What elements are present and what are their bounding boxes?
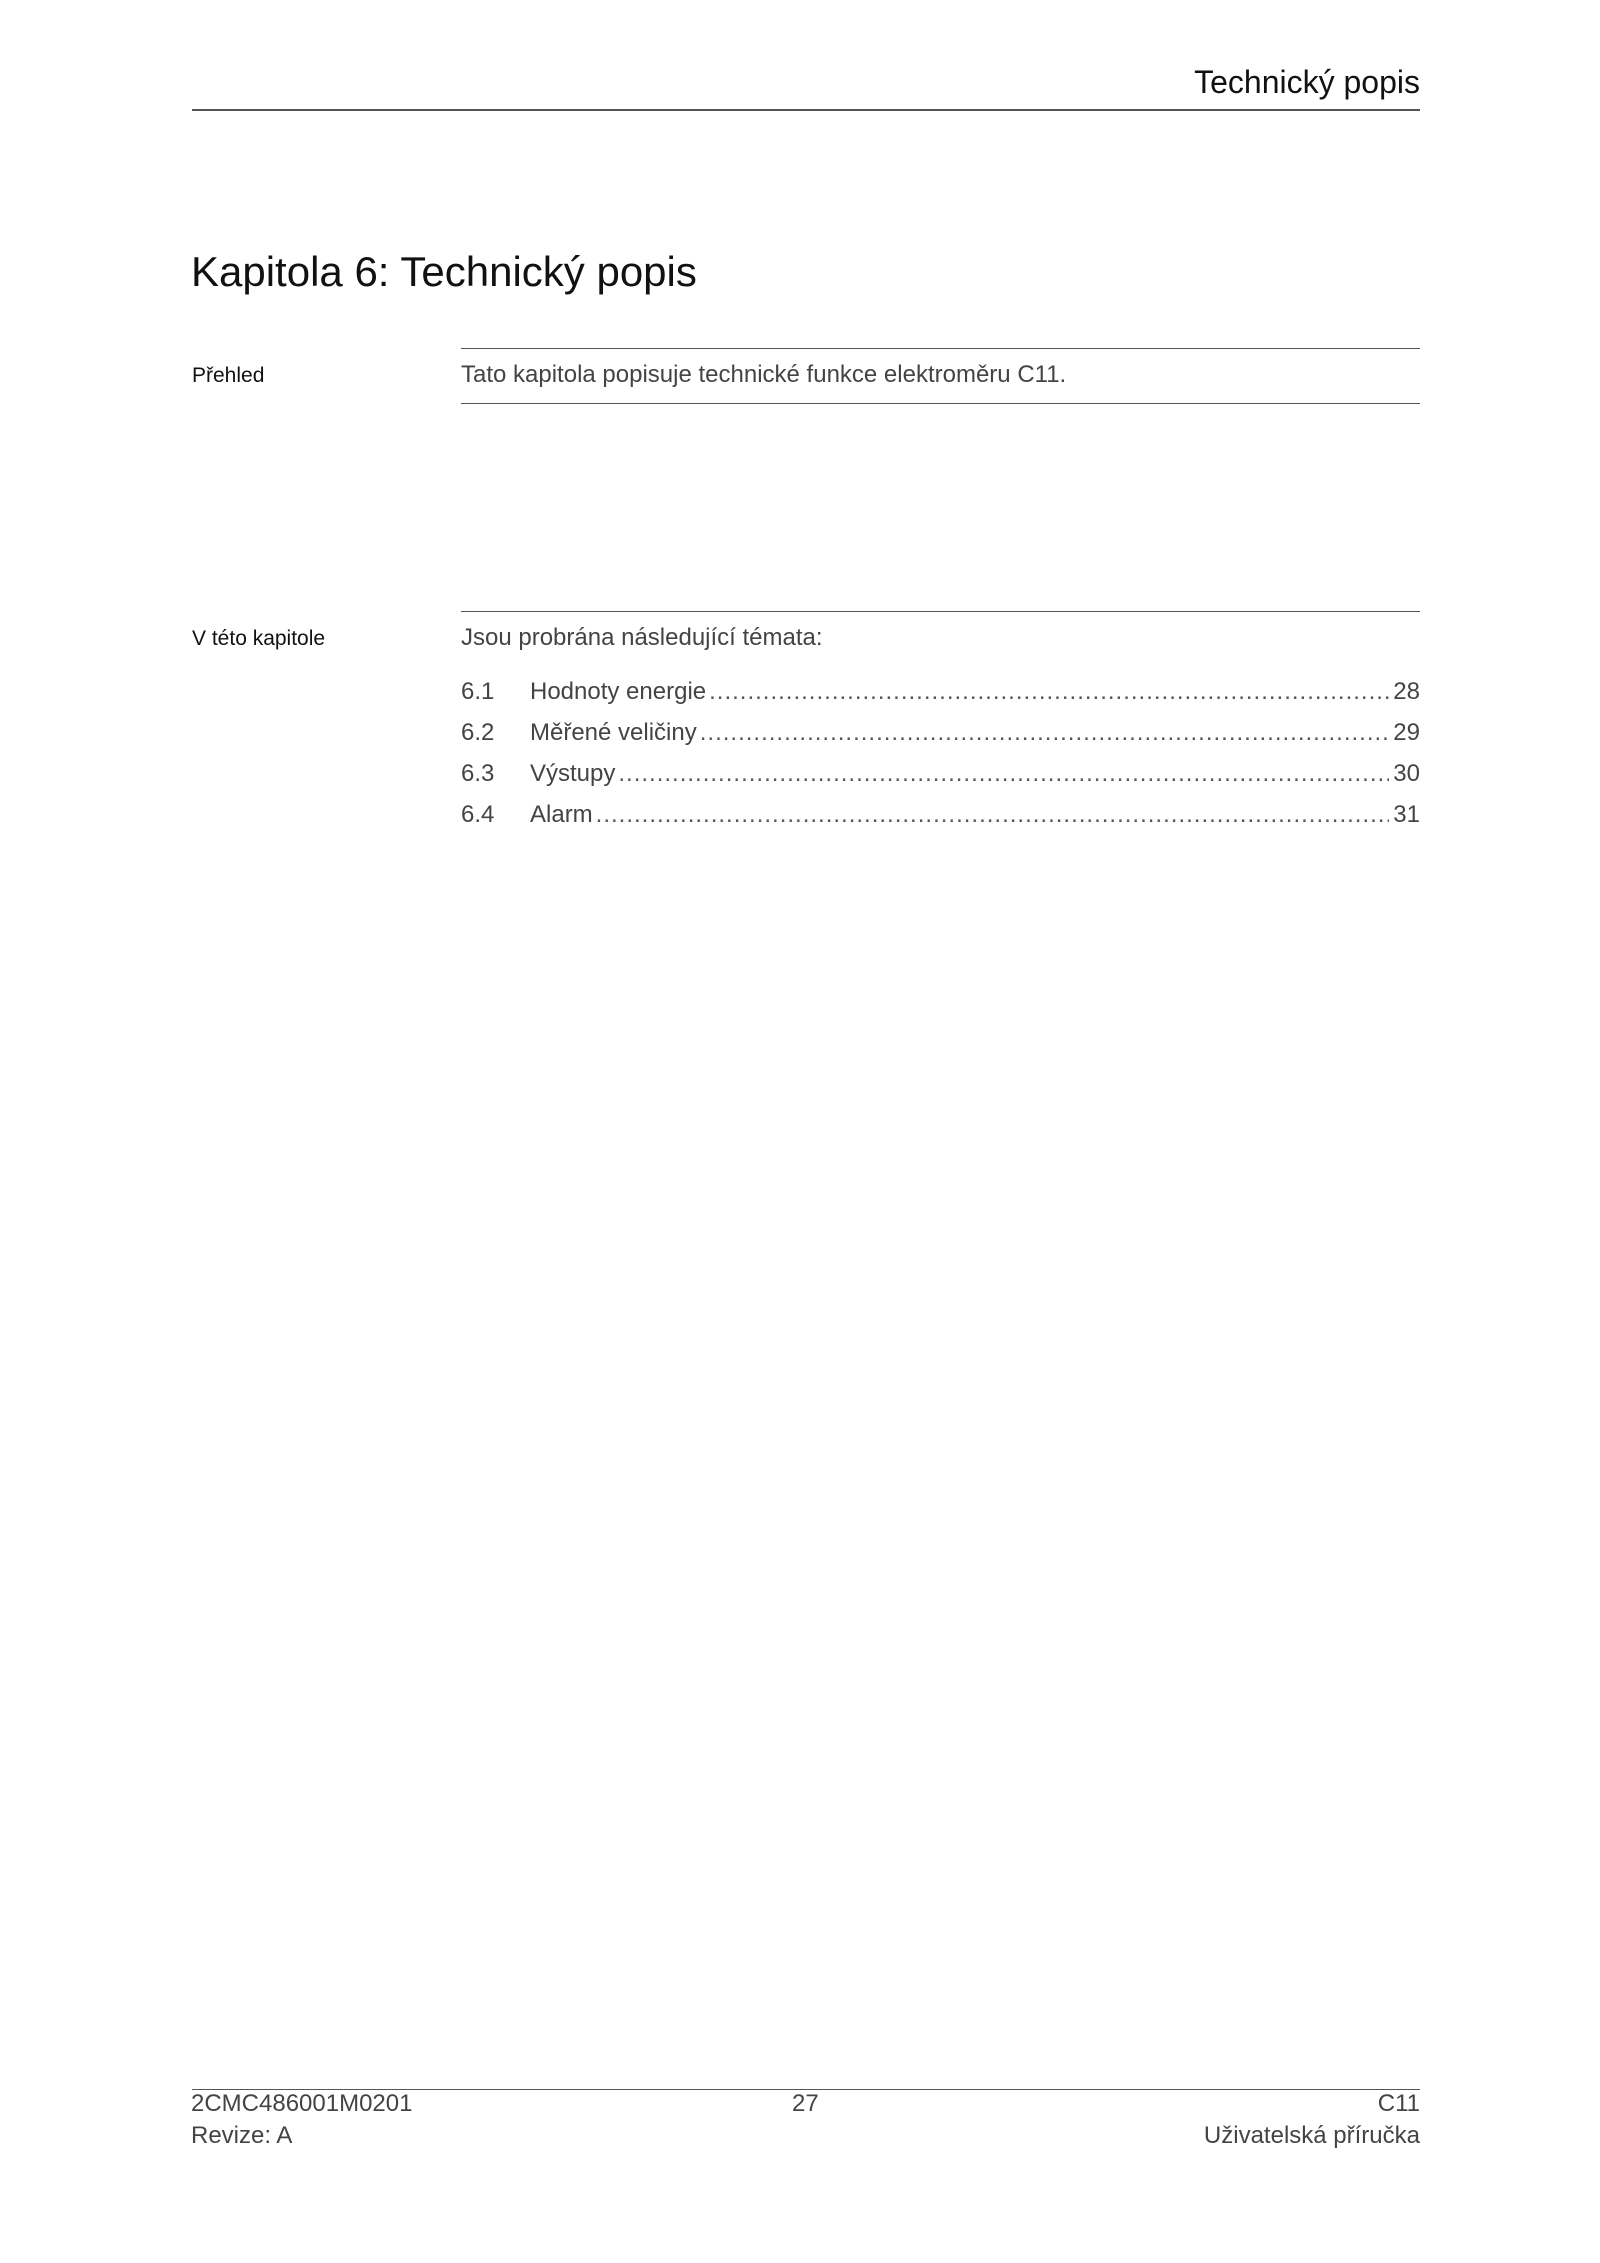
toc-item-page: 29 (1393, 719, 1420, 746)
footer-doc-number: 2CMC486001M0201 (191, 2090, 413, 2117)
toc-item-number: 6.1 (461, 678, 495, 705)
toc-item-label: Hodnoty energie (530, 678, 707, 705)
toc-item-label: Výstupy (530, 760, 616, 787)
in-chapter-divider (461, 611, 1420, 612)
toc-item[interactable] (461, 719, 1420, 760)
toc-item-label: Alarm (530, 801, 593, 828)
toc-item-number: 6.2 (461, 719, 495, 746)
toc-item[interactable] (461, 678, 1420, 719)
toc-item[interactable] (461, 801, 1420, 842)
in-chapter-intro: Jsou probrána následující témata: (461, 624, 823, 651)
toc-item-number: 6.4 (461, 801, 495, 828)
toc-item-page: 31 (1393, 801, 1420, 828)
toc-item[interactable] (461, 760, 1420, 801)
overview-text: Tato kapitola popisuje technické funkce elektroměru C11. (461, 361, 1067, 388)
toc-item-page: 28 (1393, 678, 1420, 705)
footer-manual-title: Uživatelská příručka (1203, 2122, 1420, 2149)
table-of-contents (461, 678, 1420, 842)
toc-item-number: 6.3 (461, 760, 495, 787)
chapter-title: Kapitola 6: Technický popis (191, 248, 697, 295)
toc-item-page: 30 (1393, 760, 1420, 787)
running-header-title: Technický popis (1194, 64, 1420, 100)
toc-dot-leader (709, 678, 1389, 706)
toc-item-label: Měřené veličiny (530, 719, 697, 746)
toc-dot-leader (596, 801, 1390, 829)
footer-product: C11 (1377, 2090, 1420, 2117)
overview-top-divider (461, 348, 1420, 349)
footer-revision: Revize: A (191, 2122, 293, 2149)
header-divider (192, 109, 1420, 111)
overview-bottom-divider (461, 403, 1420, 404)
toc-dot-leader (618, 760, 1389, 788)
overview-label: Přehled (192, 364, 265, 387)
footer-page-number: 27 (792, 2090, 819, 2117)
in-chapter-label: V této kapitole (192, 627, 326, 650)
toc-dot-leader (700, 719, 1390, 747)
